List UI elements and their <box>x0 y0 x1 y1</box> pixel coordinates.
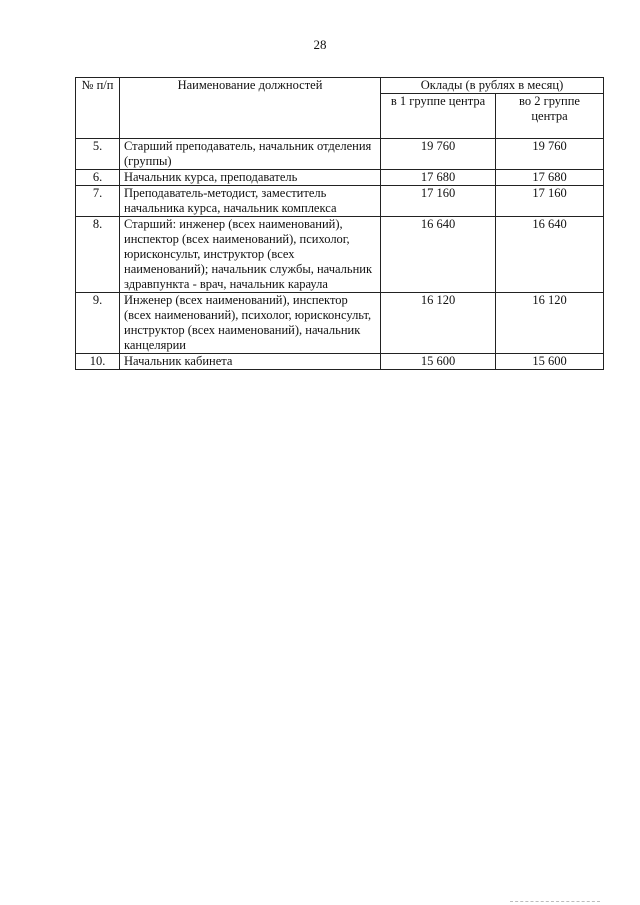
row-position-name: Начальник кабинета <box>120 354 381 370</box>
header-group-2: во 2 группе центра <box>496 94 604 139</box>
row-salary-group-2: 19 760 <box>496 139 604 170</box>
table-row <box>76 354 604 370</box>
row-salary-group-1: 15 600 <box>381 354 496 370</box>
row-position-name: Инженер (всех наименований), инспектор (всех наименований), психолог, юрисконсульт, инструктор (всех наименований), начальник канцелярии <box>120 293 381 354</box>
table-row <box>76 170 604 186</box>
header-group-1: в 1 группе центра <box>381 94 496 139</box>
page-number: 28 <box>313 37 327 52</box>
salary-table <box>75 77 604 370</box>
header-salary: Оклады (в рублях в месяц) <box>381 78 604 94</box>
table-row <box>76 139 604 170</box>
table-row <box>76 217 604 293</box>
row-number: 8. <box>76 217 120 293</box>
row-salary-group-1: 17 680 <box>381 170 496 186</box>
row-salary-group-1: 17 160 <box>381 186 496 217</box>
row-number: 5. <box>76 139 120 170</box>
table-body <box>76 139 604 370</box>
header-number: № п/п <box>76 78 120 139</box>
row-salary-group-2: 15 600 <box>496 354 604 370</box>
table-row <box>76 186 604 217</box>
row-salary-group-2: 16 640 <box>496 217 604 293</box>
row-salary-group-1: 16 120 <box>381 293 496 354</box>
row-salary-group-2: 16 120 <box>496 293 604 354</box>
row-salary-group-1: 19 760 <box>381 139 496 170</box>
row-salary-group-2: 17 680 <box>496 170 604 186</box>
row-number: 6. <box>76 170 120 186</box>
table-row <box>76 293 604 354</box>
row-number: 10. <box>76 354 120 370</box>
row-position-name: Преподаватель-методист, заместитель начальника курса, начальник комплекса <box>120 186 381 217</box>
row-position-name: Начальник курса, преподаватель <box>120 170 381 186</box>
row-position-name: Старший: инженер (всех наименований), инспектор (всех наименований), психолог, юрисконсульт, инструктор (всех наименований); начальник службы, начальник здравпункта - врач, начальник караула <box>120 217 381 293</box>
row-salary-group-1: 16 640 <box>381 217 496 293</box>
table-header-row <box>76 78 604 94</box>
row-position-name: Старший преподаватель, начальник отделения (группы) <box>120 139 381 170</box>
row-salary-group-2: 17 160 <box>496 186 604 217</box>
bottom-scan-mark <box>510 901 600 903</box>
row-number: 9. <box>76 293 120 354</box>
row-number: 7. <box>76 186 120 217</box>
header-position-name: Наименование должностей <box>120 78 381 139</box>
